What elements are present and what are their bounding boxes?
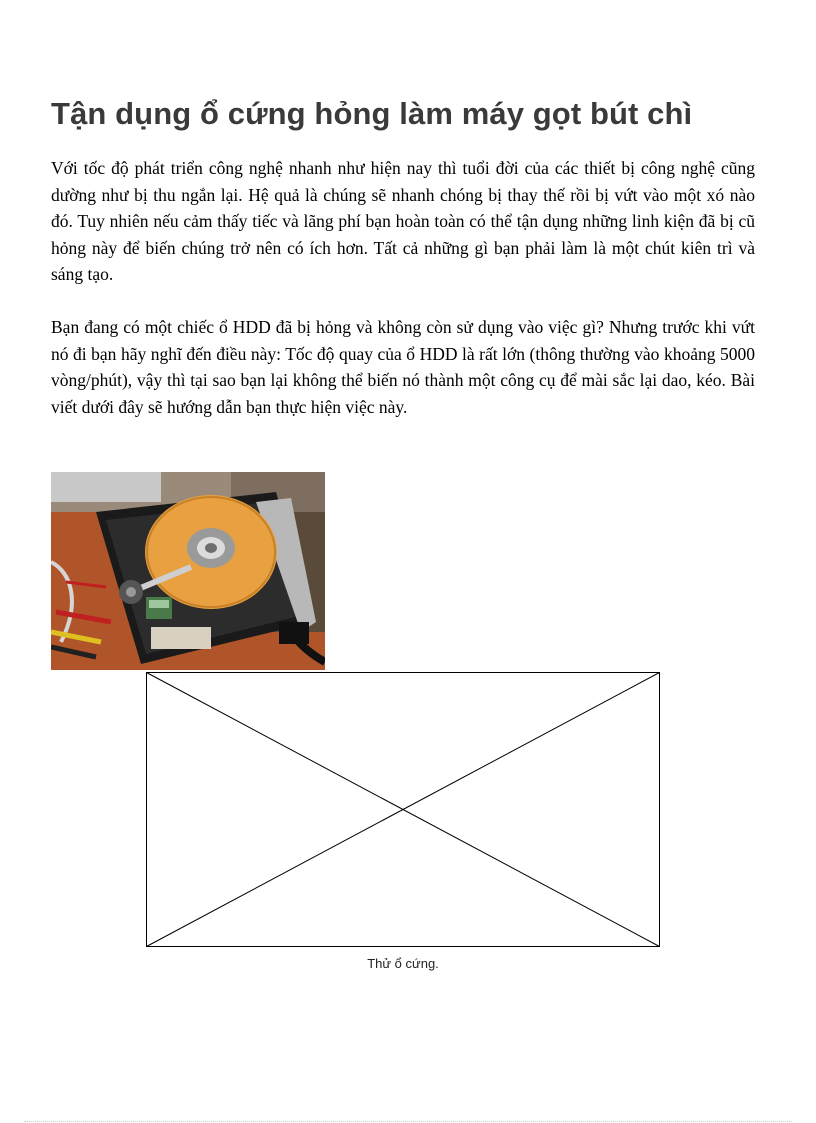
hard-drive-photo xyxy=(51,472,325,670)
page-bottom-divider xyxy=(24,1121,792,1122)
intro-paragraph: Với tốc độ phát triển công nghệ nhanh như hiện nay thì tuổi đời của các thiết bị công nghệ cũng dường như bị thu ngắn lại. Hệ quả là chúng sẽ nhanh chóng bị thay thế rồi bị vứt vào một xó nào đó. Tuy nhiên nếu cảm thấy tiếc và lãng phí bạn hoàn toàn có thể tận dụng những linh kiện đã bị cũ hỏng này để biến chúng trở nên có ích hơn. Tất cả những gì bạn phải làm là một chút kiên trì và sáng tạo. xyxy=(51,158,755,284)
article-title: Tận dụng ổ cứng hỏng làm máy gọt bút chì xyxy=(51,96,693,131)
missing-image-placeholder xyxy=(146,672,660,947)
image-caption: Thử ổ cứng. xyxy=(367,956,439,971)
body-paragraph: Bạn đang có một chiếc ổ HDD đã bị hỏng và không còn sử dụng vào việc gì? Nhưng trước khi vứt nó đi bạn hãy nghĩ đến điều này: Tốc độ quay của ổ HDD là rất lớn (thông thường vào khoảng 5000 vòng/phút), vậy thì tại sao bạn lại không thể biến nó thành một công cụ để mài sắc lại dao, kéo. Bài viết dưới đây sẽ hướng dẫn bạn thực hiện việc này. xyxy=(51,317,755,417)
